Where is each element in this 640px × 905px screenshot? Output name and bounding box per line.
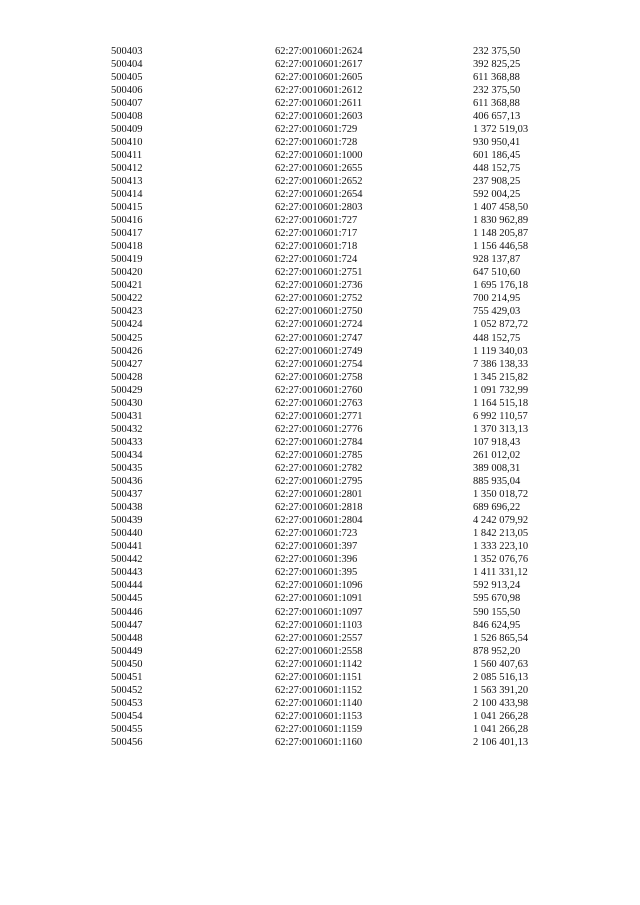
row-id-cell: 500439 [111,515,143,527]
cadastral-number-cell: 62:27:0010601:2776 [275,423,363,435]
row-id-cell: 500438 [111,502,143,514]
cadastral-number-cell: 62:27:0010601:396 [275,554,358,566]
table-row [0,201,640,214]
cadastral-number-cell: 62:27:0010601:1097 [275,606,363,618]
table-row [0,397,640,410]
table-row [0,253,640,266]
value-cell: 1 695 176,18 [473,280,529,292]
row-id-cell: 500449 [111,645,143,657]
cadastral-number-cell: 62:27:0010601:2801 [275,489,363,501]
value-cell: 1 041 266,28 [473,723,529,735]
cadastral-number-cell: 62:27:0010601:1152 [275,684,363,696]
value-cell: 406 657,13 [473,110,521,122]
value-cell: 1 148 205,87 [473,228,529,240]
row-id-cell: 500446 [111,606,143,618]
value-cell: 448 152,75 [473,332,521,344]
cadastral-number-cell: 62:27:0010601:2603 [275,110,363,122]
table-row [0,97,640,110]
row-id-cell: 500445 [111,593,143,605]
cadastral-number-cell: 62:27:0010601:2624 [275,45,363,57]
row-id-cell: 500453 [111,697,143,709]
cadastral-number-cell: 62:27:0010601:1140 [275,697,363,709]
cadastral-number-cell: 62:27:0010601:2754 [275,358,363,370]
cadastral-number-cell: 62:27:0010601:2605 [275,71,363,83]
value-cell: 700 214,95 [473,293,521,305]
cadastral-number-cell: 62:27:0010601:2655 [275,162,363,174]
cadastral-number-cell: 62:27:0010601:397 [275,541,358,553]
value-cell: 595 670,98 [473,593,521,605]
row-id-cell: 500406 [111,84,143,96]
value-cell: 1 411 331,12 [473,567,528,579]
row-id-cell: 500423 [111,306,143,318]
cadastral-number-cell: 62:27:0010601:2803 [275,202,363,214]
table-row [0,123,640,136]
row-id-cell: 500421 [111,280,143,292]
cadastral-number-cell: 62:27:0010601:2763 [275,397,363,409]
cadastral-number-cell: 62:27:0010601:2558 [275,645,363,657]
row-id-cell: 500455 [111,723,143,735]
cadastral-number-cell: 62:27:0010601:724 [275,254,358,266]
table-row [0,358,640,371]
row-id-cell: 500436 [111,476,143,488]
row-id-cell: 500437 [111,489,143,501]
row-id-cell: 500444 [111,580,143,592]
row-id-cell: 500416 [111,215,143,227]
cadastral-number-cell: 62:27:0010601:2752 [275,293,363,305]
row-id-cell: 500433 [111,436,143,448]
cadastral-number-cell: 62:27:0010601:1160 [275,736,363,748]
value-cell: 2 100 433,98 [473,697,529,709]
table-row [0,332,640,345]
table-row [0,710,640,723]
row-id-cell: 500426 [111,345,143,357]
value-cell: 237 908,25 [473,175,521,187]
table-row [0,240,640,253]
value-cell: 1 052 872,72 [473,319,529,331]
cadastral-number-cell: 62:27:0010601:2617 [275,58,363,70]
table-row [0,736,640,749]
value-cell: 2 106 401,13 [473,736,529,748]
cadastral-number-cell: 62:27:0010601:395 [275,567,358,579]
value-cell: 1 563 391,20 [473,684,529,696]
table-row [0,579,640,592]
cadastral-number-cell: 62:27:0010601:2758 [275,371,363,383]
value-cell: 7 386 138,33 [473,358,529,370]
value-cell: 1 164 515,18 [473,397,529,409]
cadastral-number-cell: 62:27:0010601:2795 [275,476,363,488]
cadastral-number-cell: 62:27:0010601:2818 [275,502,363,514]
row-id-cell: 500447 [111,619,143,631]
row-id-cell: 500414 [111,189,143,201]
table-row [0,540,640,553]
cadastral-number-cell: 62:27:0010601:727 [275,215,358,227]
value-cell: 1 119 340,03 [473,345,528,357]
value-cell: 232 375,50 [473,45,521,57]
row-id-cell: 500448 [111,632,143,644]
value-cell: 1 842 213,05 [473,528,529,540]
table-row [0,632,640,645]
value-cell: 448 152,75 [473,162,521,174]
document-table [0,45,640,750]
value-cell: 928 137,87 [473,254,521,266]
table-row [0,136,640,149]
table-row [0,592,640,605]
cadastral-number-cell: 62:27:0010601:718 [275,241,358,253]
table-row [0,475,640,488]
cadastral-number-cell: 62:27:0010601:729 [275,123,358,135]
row-id-cell: 500431 [111,410,143,422]
row-id-cell: 500409 [111,123,143,135]
table-row [0,488,640,501]
value-cell: 392 825,25 [473,58,521,70]
table-row [0,266,640,279]
value-cell: 601 186,45 [473,149,521,161]
value-cell: 885 935,04 [473,476,521,488]
row-id-cell: 500410 [111,136,143,148]
row-id-cell: 500441 [111,541,143,553]
row-id-cell: 500424 [111,319,143,331]
table-row [0,501,640,514]
table-row [0,384,640,397]
value-cell: 590 155,50 [473,606,521,618]
cadastral-number-cell: 62:27:0010601:2750 [275,306,363,318]
value-cell: 1 526 865,54 [473,632,529,644]
row-id-cell: 500432 [111,423,143,435]
cadastral-number-cell: 62:27:0010601:1151 [275,671,363,683]
table-row [0,423,640,436]
table-row [0,671,640,684]
value-cell: 611 368,88 [473,71,520,83]
table-row [0,305,640,318]
cadastral-number-cell: 62:27:0010601:2760 [275,384,363,396]
value-cell: 389 008,31 [473,463,521,474]
cadastral-number-cell: 62:27:0010601:1103 [275,619,363,631]
cadastral-number-cell: 62:27:0010601:2724 [275,319,363,331]
row-id-cell: 500429 [111,384,143,396]
value-cell: 1 156 446,58 [473,241,529,253]
row-id-cell: 500420 [111,267,143,279]
table-row [0,697,640,710]
cadastral-number-cell: 62:27:0010601:1142 [275,658,363,670]
value-cell: 689 696,22 [473,502,521,514]
value-cell: 1 041 266,28 [473,710,529,722]
row-id-cell: 500450 [111,658,143,670]
row-id-cell: 500411 [111,149,143,161]
table-row [0,658,640,671]
row-id-cell: 500403 [111,45,143,57]
value-cell: 647 510,60 [473,267,521,279]
value-cell: 592 004,25 [473,189,521,201]
value-cell: 611 368,88 [473,97,520,109]
table-row [0,227,640,240]
value-cell: 1 350 018,72 [473,489,529,501]
table-row [0,410,640,423]
row-id-cell: 500407 [111,97,143,109]
value-cell: 846 624,95 [473,619,521,631]
row-id-cell: 500443 [111,567,143,579]
cadastral-number-cell: 62:27:0010601:2612 [275,84,363,96]
cadastral-number-cell: 62:27:0010601:2747 [275,332,363,344]
table-row [0,449,640,462]
table-row [0,606,640,619]
value-cell: 4 242 079,92 [473,515,529,527]
table-row [0,436,640,449]
cadastral-number-cell: 62:27:0010601:1153 [275,710,363,722]
row-id-cell: 500419 [111,254,143,266]
value-cell: 1 352 076,76 [473,554,529,566]
table-row [0,84,640,97]
table-row [0,645,640,658]
value-cell: 878 952,20 [473,645,521,657]
table-row [0,514,640,527]
value-cell: 1 370 313,13 [473,423,529,435]
row-id-cell: 500430 [111,397,143,409]
cadastral-number-cell: 62:27:0010601:1159 [275,723,363,735]
row-id-cell: 500425 [111,332,143,344]
row-id-cell: 500440 [111,528,143,540]
cadastral-number-cell: 62:27:0010601:2782 [275,463,363,474]
row-id-cell: 500427 [111,358,143,370]
table-row [0,149,640,162]
cadastral-number-cell: 62:27:0010601:2804 [275,515,363,527]
cadastral-number-cell: 62:27:0010601:2784 [275,436,363,448]
row-id-cell: 500435 [111,463,143,474]
table-row [0,110,640,123]
value-cell: 2 085 516,13 [473,671,529,683]
row-id-cell: 500422 [111,293,143,305]
cadastral-number-cell: 62:27:0010601:2736 [275,280,363,292]
value-cell: 1 830 962,89 [473,215,529,227]
value-cell: 592 913,24 [473,580,521,592]
table-row [0,175,640,188]
table-row [0,527,640,540]
cadastral-number-cell: 62:27:0010601:2751 [275,267,363,279]
row-id-cell: 500413 [111,175,143,187]
table-row [0,45,640,58]
cadastral-number-cell: 62:27:0010601:2785 [275,449,363,461]
table-row [0,619,640,632]
value-cell: 1 333 223,10 [473,541,529,553]
cadastral-number-cell: 62:27:0010601:2771 [275,410,363,422]
row-id-cell: 500451 [111,671,143,683]
table-row [0,71,640,84]
row-id-cell: 500456 [111,736,143,748]
table-row [0,292,640,305]
cadastral-number-cell: 62:27:0010601:1096 [275,580,363,592]
table-row [0,684,640,697]
row-id-cell: 500428 [111,371,143,383]
row-id-cell: 500405 [111,71,143,83]
value-cell: 232 375,50 [473,84,521,96]
cadastral-number-cell: 62:27:0010601:1091 [275,593,363,605]
value-cell: 6 992 110,57 [473,410,528,422]
value-cell: 1 091 732,99 [473,384,529,396]
table-row [0,371,640,384]
cadastral-number-cell: 62:27:0010601:728 [275,136,358,148]
cadastral-number-cell: 62:27:0010601:723 [275,528,358,540]
row-id-cell: 500408 [111,110,143,122]
table-row [0,188,640,201]
value-cell: 1 407 458,50 [473,202,529,214]
row-id-cell: 500434 [111,449,143,461]
table-row [0,566,640,579]
value-cell: 1 372 519,03 [473,123,529,135]
table-row [0,279,640,292]
table-row [0,723,640,736]
table-row [0,58,640,71]
cadastral-number-cell: 62:27:0010601:2611 [275,97,363,109]
value-cell: 1 345 215,82 [473,371,529,383]
cadastral-number-cell: 62:27:0010601:1000 [275,149,363,161]
table-row [0,345,640,358]
value-cell: 261 012,02 [473,449,521,461]
row-id-cell: 500452 [111,684,143,696]
cadastral-number-cell: 62:27:0010601:2557 [275,632,363,644]
value-cell: 755 429,03 [473,306,521,318]
table-row [0,553,640,566]
table-row [0,318,640,331]
row-id-cell: 500412 [111,162,143,174]
table-row [0,214,640,227]
value-cell: 1 560 407,63 [473,658,529,670]
cadastral-number-cell: 62:27:0010601:717 [275,228,358,240]
cadastral-number-cell: 62:27:0010601:2654 [275,189,363,201]
value-cell: 107 918,43 [473,436,521,448]
cadastral-number-cell: 62:27:0010601:2749 [275,345,363,357]
table-row [0,162,640,175]
row-id-cell: 500417 [111,228,143,240]
value-cell: 930 950,41 [473,136,521,148]
row-id-cell: 500404 [111,58,143,70]
row-id-cell: 500442 [111,554,143,566]
row-id-cell: 500418 [111,241,143,253]
table-row [0,462,640,475]
cadastral-number-cell: 62:27:0010601:2652 [275,175,363,187]
row-id-cell: 500454 [111,710,143,722]
row-id-cell: 500415 [111,202,143,214]
